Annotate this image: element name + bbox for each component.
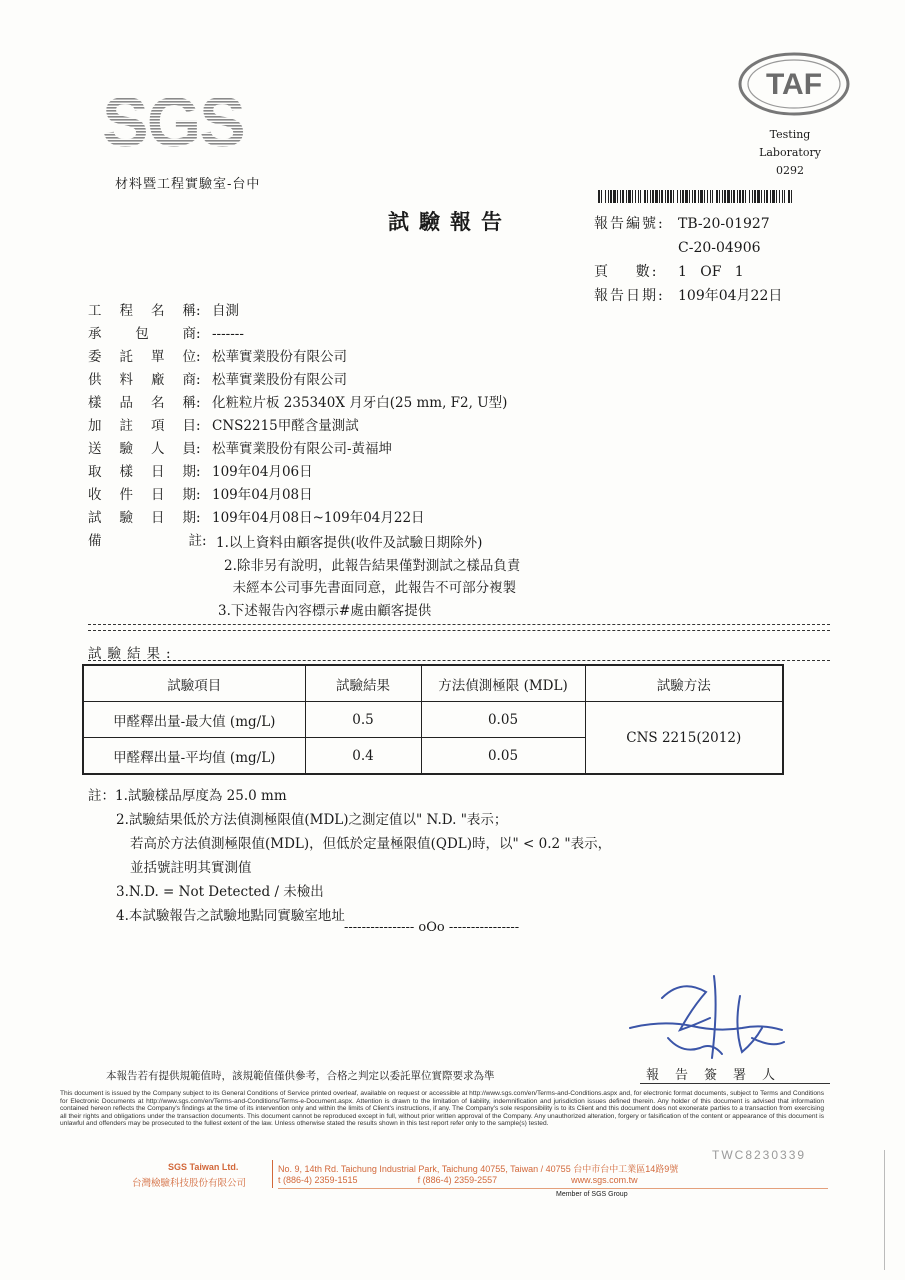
remark-line: 未經本公司事先書面同意，此報告不可部分複製: [224, 580, 517, 596]
signature: [622, 968, 790, 1068]
taf-number: 0292: [776, 164, 804, 177]
signer-label: 報告簽署人: [646, 1068, 792, 1083]
report-no-label: 報告編號:: [594, 216, 665, 232]
project-value: 自測: [212, 303, 239, 319]
row-item: 甲醛釋出量-最大值 (mg/L): [83, 702, 305, 738]
info-row-items: 加 註 項 目 : CNS2215甲醛含量測試: [88, 415, 507, 438]
row-mdl: 0.05: [421, 738, 585, 775]
sample-value: 化粧粒片板 235340X 月牙白(25 mm, F2, U型): [212, 395, 508, 411]
header-item: 試驗項目: [83, 665, 305, 702]
supplier-value: 松華實業股份有限公司: [212, 372, 347, 388]
info-row-sample: 樣 品 名 稱 : 化粧粒片板 235340X 月牙白(25 mm, F2, U型): [88, 392, 507, 415]
svg-text:SGS: SGS: [102, 83, 244, 161]
info-row-contractor: 承 包 商 : -------: [88, 323, 507, 346]
taf-caption-text: Testing Laboratory: [759, 128, 821, 159]
company-contact: [278, 1175, 638, 1185]
double-divider: [88, 624, 830, 631]
note-line: 若高於方法偵測極限值(MDL)，但低於定量極限值(QDL)時，以" < 0.2 "表示，: [130, 836, 612, 852]
info-row-remarks: 備 註 :: [88, 530, 507, 553]
fine-print: This document is issued by the Company subject to its General Conditions of Service printed overleaf, available on request or accessible at http://www.sgs.com/en/Terms-and-Conditions.aspx and, for electronic format documents, subject to Terms and Conditions for Electronic Documents at http://www.sgs.com/en/Terms-and-Conditions/Terms-e-Document.aspx. Attention is drawn to the limitation of liability, indemnification and jurisdiction issues defined therein. Any holder of this document is advised that information contained hereon reflects the Company's findings at the time of its intervention only and within the limits of Client's instructions, if any. The Company's sole responsibility is to its Client and this document does not exonerate parties to a transaction from exercising all their rights and obligations under the transaction documents. This document cannot be reproduced except in full, without prior written approval of the Company. Any unauthorized alteration, forgery or falsification of the content or appearance of this document is unlawful and offenders may be prosecuted to the fullest extent of the law. Unless otherwise stated the results shown in this test report refer only to the sample(s) tested.: [60, 1090, 824, 1128]
info-row-supplier: 供 料 廠 商 : 松華實業股份有限公司: [88, 369, 507, 392]
method-cell: CNS 2215(2012): [585, 702, 783, 775]
member-note: Member of SGS Group: [556, 1191, 628, 1198]
receipt-date-value: 109年04月08日: [212, 487, 313, 503]
project-label: 工 程 名 稱: [88, 303, 196, 319]
contractor-label: 承 包 商: [88, 326, 196, 342]
limit-note: 本報告若有提供規範值時，該規範值僅供參考，合格之判定以委託單位實際要求為準: [106, 1070, 495, 1082]
sampling-date-label: 取 樣 日 期: [88, 464, 196, 480]
info-row-submitter: 送 驗 人 員 : 松華實業股份有限公司-黃福坤: [88, 438, 507, 461]
footer-rule: [278, 1188, 828, 1189]
remark-line: 1.以上資料由顧客提供(收件及試驗日期除外): [216, 535, 483, 551]
results-label: 試驗結果:: [88, 646, 177, 662]
note-line: 4.本試驗報告之試驗地點同實驗室地址: [116, 908, 345, 924]
taf-caption: [742, 126, 838, 180]
contractor-value: -------: [212, 326, 244, 342]
lab-name: 材料暨工程實驗室-台中: [115, 177, 261, 192]
company-address: No. 9, 14th Rd. Taichung Industrial Park, Taichung 40755, Taiwan / 40755 台中市台中工業區14路9號: [278, 1164, 679, 1174]
page-edge: [884, 1150, 891, 1270]
signature-line: [640, 1083, 830, 1084]
date-label: 報告日期:: [594, 288, 665, 304]
client-value: 松華實業股份有限公司: [212, 349, 347, 365]
remarks-label: 備: [88, 533, 102, 549]
date-value: 109年04月22日: [678, 288, 783, 304]
sgs-logo: [100, 83, 244, 161]
row-mdl: 0.05: [421, 702, 585, 738]
report-title: 試驗報告: [388, 209, 512, 234]
header-mdl: 方法偵測極限 (MDL): [421, 665, 585, 702]
report-meta: [594, 212, 782, 308]
info-row-test-date: 試 驗 日 期 : 109年04月08日~109年04月22日: [88, 507, 507, 530]
company-tel: t (886-4) 2359-1515: [278, 1175, 358, 1185]
info-block: [88, 300, 507, 553]
row-item: 甲醛釋出量-平均值 (mg/L): [83, 738, 305, 775]
footer-divider: [272, 1160, 273, 1188]
client-label: 委 託 單 位: [88, 349, 196, 365]
items-label: 加 註 項 目: [88, 418, 196, 434]
remark-line: 3.下述報告內容標示#處由顧客提供: [218, 602, 432, 619]
submitter-value: 松華實業股份有限公司-黃福坤: [212, 441, 393, 457]
sampling-date-value: 109年04月06日: [212, 464, 313, 480]
taf-logo-text: TAF: [765, 68, 823, 101]
pages-value: 1 OF 1: [678, 264, 744, 280]
sample-label: 樣 品 名 稱: [88, 395, 196, 411]
header-method: 試驗方法: [585, 665, 783, 702]
pages-label: 頁 數:: [594, 264, 659, 280]
note-line: 註：1.試驗樣品厚度為 25.0 mm: [88, 788, 287, 804]
remarks-list: [216, 532, 520, 622]
results-table: [82, 664, 784, 775]
remarks-note: 註: [188, 533, 202, 549]
remark-line: 2.除非另有說明，此報告結果僅對測試之樣品負責: [224, 557, 521, 574]
company-web: www.sgs.com.tw: [571, 1175, 638, 1185]
company-name-en: SGS Taiwan Ltd.: [168, 1162, 239, 1172]
report-no-2: C-20-04906: [678, 240, 761, 256]
notes: [88, 784, 611, 928]
table-row: [83, 702, 783, 738]
note-line: 3.N.D. = Not Detected / 未檢出: [116, 884, 324, 900]
taf-logo: [734, 48, 852, 120]
test-date-value: 109年04月08日~109年04月22日: [212, 510, 425, 526]
info-row-project: 工 程 名 稱 : 自測: [88, 300, 507, 323]
row-result: 0.4: [305, 738, 421, 775]
info-row-client: 委 託 單 位 : 松華實業股份有限公司: [88, 346, 507, 369]
table-header-row: [83, 665, 783, 702]
row-result: 0.5: [305, 702, 421, 738]
submitter-label: 送 驗 人 員: [88, 441, 196, 457]
report-no-1: TB-20-01927: [678, 216, 770, 232]
info-row-receipt-date: 收 件 日 期 : 109年04月08日: [88, 484, 507, 507]
items-value: CNS2215甲醛含量測試: [212, 418, 359, 434]
results-divider: [88, 660, 830, 661]
serial-number: TWC8230339: [712, 1148, 807, 1162]
receipt-date-label: 收 件 日 期: [88, 487, 196, 503]
end-mark: ---------------- oOo ----------------: [344, 920, 520, 935]
company-name-zh: 台灣檢驗科技股份有限公司: [132, 1178, 247, 1189]
company-fax: f (886-4) 2359-2557: [417, 1175, 498, 1185]
info-row-sampling-date: 取 樣 日 期 : 109年04月06日: [88, 461, 507, 484]
note-line: 並括號註明其實測值: [130, 860, 252, 876]
note-line: 2.試驗結果低於方法偵測極限值(MDL)之測定值以" N.D. "表示；: [116, 812, 508, 828]
supplier-label: 供 料 廠 商: [88, 372, 196, 388]
test-date-label: 試 驗 日 期: [88, 510, 196, 526]
header-result: 試驗結果: [305, 665, 421, 702]
barcode: [598, 190, 794, 203]
